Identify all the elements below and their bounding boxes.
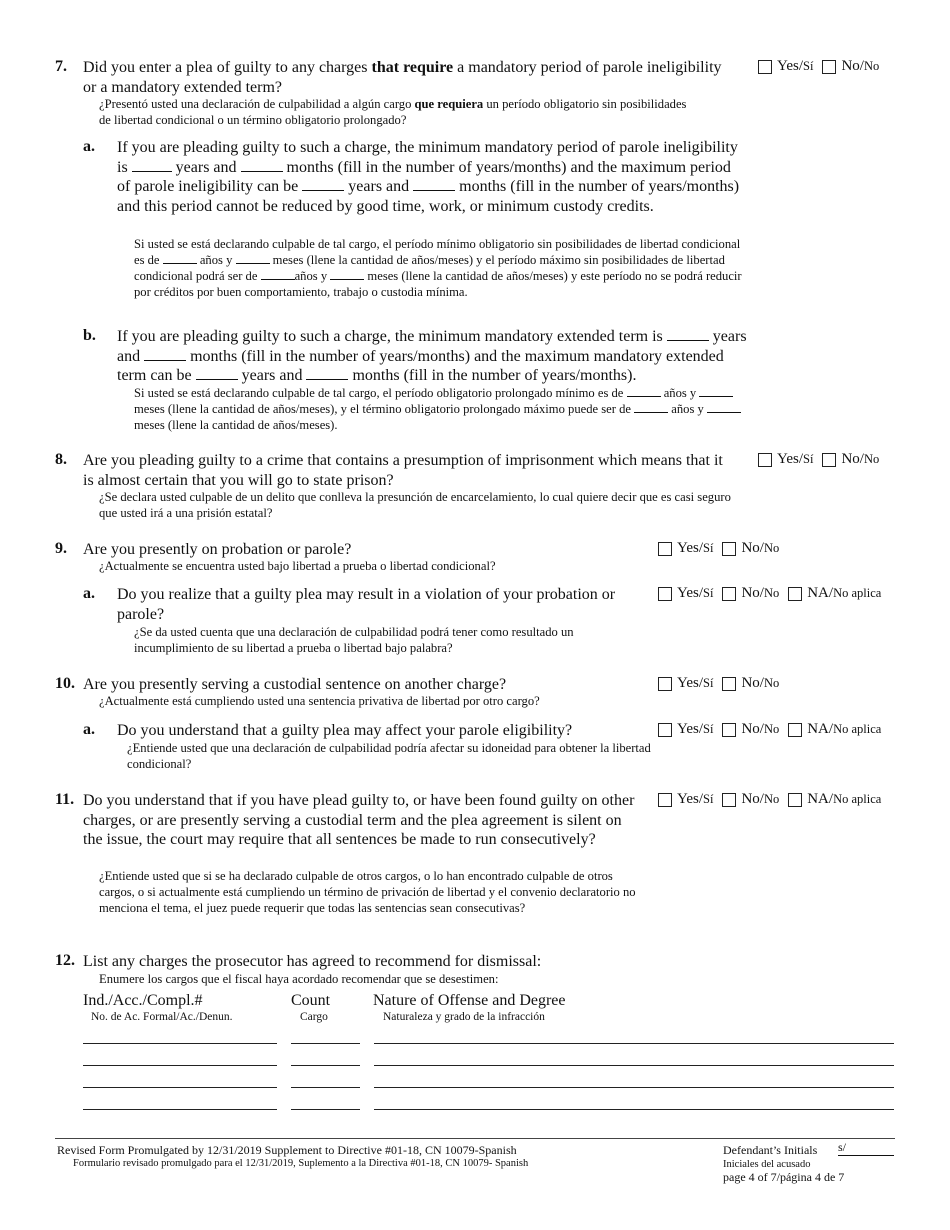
no-label: No/No bbox=[741, 675, 780, 691]
question-10-text-es: ¿Actualmente está cumpliendo usted una sentencia privativa de libertad por otro cargo? bbox=[99, 694, 540, 708]
yes-label: Yes/Sí bbox=[677, 721, 714, 737]
yes-option bbox=[658, 721, 713, 738]
na-option bbox=[788, 791, 881, 808]
na-checkbox[interactable] bbox=[788, 793, 802, 807]
no-checkbox[interactable] bbox=[722, 723, 736, 737]
blank-es-ext-max-months[interactable] bbox=[707, 412, 741, 413]
no-label: No/No bbox=[741, 791, 780, 807]
question-11-number: 11. bbox=[55, 791, 75, 808]
blank-ext-min-months[interactable] bbox=[144, 360, 186, 361]
na-label: NA/No aplica bbox=[807, 721, 882, 737]
question-7-answer-options bbox=[758, 58, 888, 75]
column-header-indictment-es: No. de Ac. Formal/Ac./Denun. bbox=[91, 1011, 233, 1023]
yes-label: Yes/Sí bbox=[677, 585, 714, 601]
blank-es-min-months[interactable] bbox=[236, 263, 270, 264]
no-label: No/No bbox=[741, 540, 780, 556]
dismissal-line-count[interactable] bbox=[291, 1043, 360, 1044]
footer-form-en: Revised Form Promulgated by 12/31/2019 Supplement to Directive #01-18, CN 10079-Spanish bbox=[57, 1143, 517, 1157]
question-12-text-es: Enumere los cargos que el fiscal haya acordado recomendar que se desestimen: bbox=[99, 972, 499, 986]
no-option bbox=[722, 675, 779, 692]
question-11-text-es: ¿Entiende usted que si se ha declarado culpable de otros cargos, o lo han encontrado culpable de otros cargos, o si actualmente está cumpliendo un término de privación de libertad y el convenio declaratorio no menciona el tema, el juez puede requerir que todas las sentencias sean consecutivas? bbox=[99, 869, 636, 915]
yes-label: Yes/Sí bbox=[777, 451, 814, 467]
yes-option bbox=[758, 58, 813, 75]
yes-option bbox=[658, 585, 713, 602]
dismissal-line-count[interactable] bbox=[291, 1065, 360, 1066]
footer-form-es: Formulario revisado promulgado para el 12/31/2019, Suplemento a la Directiva #01-18, CN 10079- Spanish bbox=[73, 1158, 529, 1169]
no-option bbox=[822, 58, 879, 75]
blank-es-ext-min-months[interactable] bbox=[699, 396, 733, 397]
no-label: No/No bbox=[741, 585, 780, 601]
dismissal-line-indictment[interactable] bbox=[83, 1065, 277, 1066]
question-9a-text-es: ¿Se da usted cuenta que una declaración de culpabilidad podrá tener como resultado un incumplimiento de su libertad a prueba o libertad bajo palabra? bbox=[134, 625, 574, 655]
blank-es-max-years[interactable] bbox=[261, 279, 295, 280]
blank-min-months[interactable] bbox=[241, 171, 283, 172]
question-10a-label: a. bbox=[83, 721, 95, 738]
dismissal-line-count[interactable] bbox=[291, 1109, 360, 1110]
no-checkbox[interactable] bbox=[822, 60, 836, 74]
question-10-answer-options bbox=[658, 675, 788, 692]
question-8-answer-options bbox=[758, 451, 888, 468]
question-9a-label: a. bbox=[83, 585, 95, 602]
yes-label: Yes/Sí bbox=[677, 675, 714, 691]
blank-max-years[interactable] bbox=[302, 190, 344, 191]
blank-ext-max-years[interactable] bbox=[196, 379, 238, 380]
defendant-initials-label-es: Iniciales del acusado bbox=[723, 1159, 811, 1170]
question-9a-text-en: Do you realize that a guilty plea may result in a violation of your probation or parole? bbox=[117, 586, 616, 623]
no-checkbox[interactable] bbox=[722, 677, 736, 691]
no-option bbox=[722, 540, 779, 557]
question-12-text-en: List any charges the prosecutor has agreed to recommend for dismissal: bbox=[83, 953, 542, 970]
column-header-count-es: Cargo bbox=[300, 1011, 328, 1023]
yes-option bbox=[658, 540, 713, 557]
yes-checkbox[interactable] bbox=[658, 793, 672, 807]
question-9-text-es: ¿Actualmente se encuentra usted bajo libertad a prueba o libertad condicional? bbox=[99, 559, 496, 573]
blank-ext-max-months[interactable] bbox=[306, 379, 348, 380]
no-option bbox=[722, 585, 779, 602]
question-7-number: 7. bbox=[55, 58, 67, 75]
question-9-answer-options bbox=[658, 540, 788, 557]
question-7a-label: a. bbox=[83, 138, 95, 155]
defendant-initials-value: s/ bbox=[838, 1140, 847, 1154]
yes-option bbox=[658, 675, 713, 692]
question-7a-text-es: Si usted se está declarando culpable de tal cargo, el período mínimo obligatorio sin posibilidades de libertad condicional es de años y meses (llene la cantidad de años/meses) y el período máximo sin posibilidades de libertad condicional podrá ser de años y meses (llene la cantidad de años/meses) y este período no se podrá reducir por créditos por buen comportamiento, trabajo o custodia mínima. bbox=[134, 237, 742, 299]
no-label: No/No bbox=[741, 721, 780, 737]
dismissal-line-offense[interactable] bbox=[374, 1065, 894, 1066]
na-checkbox[interactable] bbox=[788, 723, 802, 737]
question-10a-text-en: Do you understand that a guilty plea may affect your parole eligibility? bbox=[117, 722, 573, 739]
footer-divider bbox=[55, 1138, 895, 1139]
question-7-text-en: Did you enter a plea of guilty to any charges that require a mandatory period of parole ineligibility or a mandatory extended term? bbox=[83, 59, 722, 96]
question-11-answer-options bbox=[658, 791, 890, 808]
question-10a-answer-options bbox=[658, 721, 890, 738]
question-7-text-es: ¿Presentó usted una declaración de culpabilidad a algún cargo que requiera un período obligatorio sin posibilidades de libertad condicional o un término obligatorio prolongado? bbox=[99, 97, 687, 127]
yes-checkbox[interactable] bbox=[658, 587, 672, 601]
dismissal-line-indictment[interactable] bbox=[83, 1109, 277, 1110]
na-option bbox=[788, 585, 881, 602]
yes-label: Yes/Sí bbox=[677, 540, 714, 556]
question-12-number: 12. bbox=[55, 952, 75, 969]
question-10a-text-es: ¿Entiende usted que una declaración de culpabilidad podría afectar su idoneidad para obtener la libertad condicional? bbox=[127, 741, 651, 771]
no-option bbox=[722, 791, 779, 808]
question-10-text-en: Are you presently serving a custodial sentence on another charge? bbox=[83, 676, 507, 693]
question-7a-text-en: If you are pleading guilty to such a charge, the minimum mandatory period of parole ineligibility is years and months (fill in the number of years/months) and the maximum period of parole ineligibility can be years and months (fill in the number of years/months) and this period cannot be reduced by good time, work, or minimum custody credits. bbox=[117, 139, 740, 215]
yes-option bbox=[758, 451, 813, 468]
no-checkbox[interactable] bbox=[722, 542, 736, 556]
yes-label: Yes/Sí bbox=[677, 791, 714, 807]
dismissal-line-offense[interactable] bbox=[374, 1043, 894, 1044]
yes-checkbox[interactable] bbox=[758, 60, 772, 74]
question-11-text-en: Do you understand that if you have plead guilty to, or have been found guilty on other charges, or are presently serving a custodial term and the plea agreement is silent on the issue, the court may require that all sentences be made to run consecutively? bbox=[83, 792, 635, 848]
no-label: No/No bbox=[841, 451, 880, 467]
question-9a-answer-options bbox=[658, 585, 890, 602]
yes-checkbox[interactable] bbox=[658, 542, 672, 556]
na-label: NA/No aplica bbox=[807, 791, 882, 807]
blank-es-min-years[interactable] bbox=[163, 263, 197, 264]
na-checkbox[interactable] bbox=[788, 587, 802, 601]
no-checkbox[interactable] bbox=[822, 453, 836, 467]
page-number: page 4 of 7/página 4 de 7 bbox=[723, 1170, 845, 1184]
yes-checkbox[interactable] bbox=[658, 723, 672, 737]
column-header-indictment: Ind./Acc./Compl.# bbox=[83, 992, 203, 1009]
blank-es-ext-min-years[interactable] bbox=[627, 396, 661, 397]
question-9-text-en: Are you presently on probation or parole? bbox=[83, 541, 352, 558]
question-8-number: 8. bbox=[55, 451, 67, 468]
na-label: NA/No aplica bbox=[807, 585, 882, 601]
defendant-initials-field[interactable] bbox=[838, 1140, 894, 1156]
no-checkbox[interactable] bbox=[722, 587, 736, 601]
no-label: No/No bbox=[841, 58, 880, 74]
no-option bbox=[722, 721, 779, 738]
question-9-number: 9. bbox=[55, 540, 67, 557]
dismissal-line-indictment[interactable] bbox=[83, 1043, 277, 1044]
no-option bbox=[822, 451, 879, 468]
question-10-number: 10. bbox=[55, 675, 75, 692]
column-header-offense: Nature of Offense and Degree bbox=[373, 992, 566, 1009]
na-option bbox=[788, 721, 881, 738]
blank-es-ext-max-years[interactable] bbox=[634, 412, 668, 413]
dismissal-line-indictment[interactable] bbox=[83, 1087, 277, 1088]
yes-checkbox[interactable] bbox=[758, 453, 772, 467]
blank-max-months[interactable] bbox=[413, 190, 455, 191]
yes-option bbox=[658, 791, 713, 808]
question-8-text-es: ¿Se declara usted culpable de un delito que conlleva la presunción de encarcelamiento, lo cual quiere decir que es casi seguro que usted irá a una prisión estatal? bbox=[99, 490, 731, 520]
question-7b-label: b. bbox=[83, 327, 96, 344]
blank-min-years[interactable] bbox=[132, 171, 172, 172]
yes-checkbox[interactable] bbox=[658, 677, 672, 691]
column-header-count: Count bbox=[291, 992, 331, 1009]
blank-ext-min-years[interactable] bbox=[667, 340, 709, 341]
question-7b-text-en: If you are pleading guilty to such a charge, the minimum mandatory extended term is years and months (fill in the number of years/months) and the maximum mandatory extended term can be years and months (fill in the number of years/months). bbox=[117, 328, 747, 384]
no-checkbox[interactable] bbox=[722, 793, 736, 807]
question-8-text-en: Are you pleading guilty to a crime that contains a presumption of imprisonment which means that it is almost certain that you will go to state prison? bbox=[83, 452, 723, 489]
dismissal-line-count[interactable] bbox=[291, 1087, 360, 1088]
yes-label: Yes/Sí bbox=[777, 58, 814, 74]
dismissal-line-offense[interactable] bbox=[374, 1087, 894, 1088]
defendant-initials-label: Defendant’s Initials bbox=[723, 1143, 818, 1157]
question-7b-text-es: Si usted se está declarando culpable de tal cargo, el período obligatorio prolongado mínimo es de años y meses (llene la cantidad de años/meses), y el término obligatorio prolongado máximo puede ser de años y meses (llene la cantidad de años/meses). bbox=[134, 385, 750, 433]
dismissal-line-offense[interactable] bbox=[374, 1109, 894, 1110]
column-header-offense-es: Naturaleza y grado de la infracción bbox=[383, 1011, 545, 1023]
blank-es-max-months[interactable] bbox=[330, 279, 364, 280]
